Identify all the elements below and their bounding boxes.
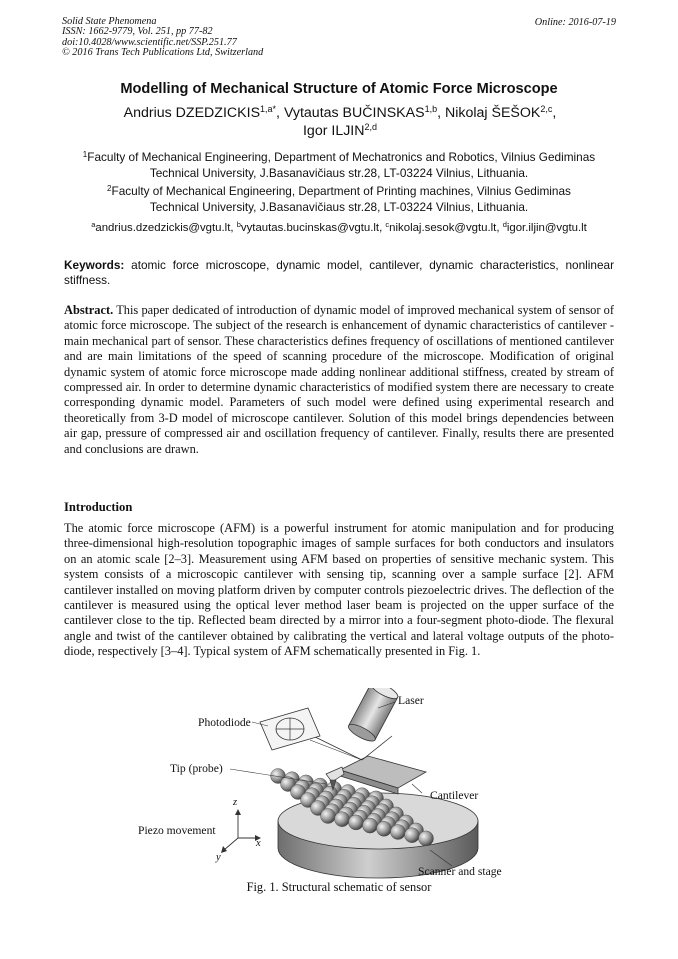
sample-atom [321, 809, 336, 824]
author-affil-marker: 2,d [364, 122, 378, 132]
email-marker: c [385, 220, 390, 229]
sample-atom [419, 831, 434, 846]
figure-label-laser: Laser [398, 694, 424, 707]
figure-label-cantilever: Cantilever [430, 789, 479, 802]
photodiode-shape [260, 708, 320, 750]
abstract [64, 303, 614, 457]
email-marker: b [236, 220, 241, 229]
sample-atom [349, 815, 364, 830]
affil-marker: 2 [107, 184, 112, 193]
affiliation-1 [62, 150, 616, 181]
figure-label-tip: Tip (probe) [170, 762, 223, 775]
journal-header [62, 17, 263, 59]
keywords-text: atomic force microscope, dynamic model, cantilever, dynamic characteristics, nonlinear stiffness. [64, 258, 614, 287]
sample-atom [391, 825, 406, 840]
section-heading-introduction: Introduction [64, 500, 133, 514]
cantilever-leader [412, 784, 422, 793]
author-affil-marker: 1,a* [260, 104, 277, 114]
sample-atom [335, 812, 350, 827]
affil-line: Faculty of Mechanical Engineering, Department of Mechatronics and Robotics, Vilnius Gediminas [87, 150, 596, 164]
abstract-label: Abstract. [64, 303, 114, 317]
journal-issn: ISSN: 1662-9779, Vol. 251, pp 77-82 [62, 26, 213, 38]
author-name: Igor ILJIN [302, 123, 365, 139]
sample-atom [377, 821, 392, 836]
afm-schematic-drawing [130, 688, 550, 888]
email-link[interactable]: igor.iljin@vgtu.lt [506, 222, 587, 234]
author-name: Nikolaj ŠEŠOK [444, 105, 541, 121]
keywords-label: Keywords: [64, 258, 125, 272]
affil-line: Technical University, J.Basanavičiaus str.28, LT-03224 Vilnius, Lithuania. [149, 199, 529, 214]
journal-doi: doi:10.4028/www.scientific.net/SSP.251.77 [62, 36, 237, 48]
email-link[interactable]: nikolaj.sesok@vgtu.lt, [389, 222, 500, 234]
online-date: Online: 2016-07-19 [534, 17, 616, 28]
affil-marker: 1 [82, 150, 88, 159]
email-link[interactable]: vytautas.bucinskas@vgtu.lt, [240, 222, 383, 234]
sample-atom [363, 818, 378, 833]
author-affil-marker: 1,b [424, 104, 438, 114]
email-link[interactable]: andrius.dzedzickis@vgtu.lt, [95, 222, 234, 234]
email-marker: d [502, 220, 507, 229]
journal-name: Solid State Phenomena [62, 16, 157, 27]
paper-title: Modelling of Mechanical Structure of Atomic Force Microscope [120, 81, 558, 97]
figure-afm-schematic [130, 688, 550, 888]
laser-source [346, 688, 400, 744]
figure-label-scanner: Scanner and stage [418, 865, 502, 878]
affiliation-2 [62, 184, 616, 215]
axis-label-z: z [233, 797, 238, 808]
affil-line: Technical University, J.Basanavičiaus str.28, LT-03224 Vilnius, Lithuania. [149, 165, 529, 180]
affil-line: Faculty of Mechanical Engineering, Department of Printing machines, Vilnius Gediminas [111, 184, 571, 198]
author-emails [0, 222, 678, 234]
introduction-paragraph: The atomic force microscope (AFM) is a powerful instrument for atomic manipulation and for producing three-dimensional high-resolution topographic images of sample surfaces for both conductors and insulators on an atomic scale [2–3]. Measurement using AFM based on properties of sensitive mechanic system. This system consists of a microscopic cantilever with sensing tip, scanning over a sample surface [2]. AFM cantilever installed on moving platform driven by computer controls piezoelectric drives. The deflection of the cantilever is measured using the optical lever method laser beam is projected on the upper surface of the cantilever close to the tip. Reflected beam directed by a mirror into a four-segment photo-diode. The flexural angle and twist of the cantilever obtained by calibrating the vertical and lateral voltage outputs of the photo-diode, respectively [3–4]. Typical system of AFM schematically presented in Fig. 1. [64, 521, 614, 659]
author-list: Andrius $DZEDZICKIS^{1,a*}$, Vytautas BUČINSKAS$^{1,b}$, Nikolaj ŠEŠOK$^{2,c}$, Igor ILJIN$^{2,d}$ [123, 104, 557, 139]
figure-label-piezo: Piezo movement [138, 824, 216, 837]
figure-caption: Fig. 1. Structural schematic of sensor [246, 880, 432, 894]
axis-triad [221, 809, 261, 853]
abstract-text: This paper dedicated of introduction of dynamic model of improved mechanical system of sensor of atomic force microscope. The subject of the research is enhancement of dynamic characteristics of cantilever - main mechanical part of sensor. These characteristics defines frequency of oscillations of mentioned cantilever and are main limitations of the speed of scanning procedure of the microscope. Modification of original dynamic system of atomic force microscope made adding nonlinear additional stiffness, created by stream of compressed air. In order to determine dynamic characteristics of modified system there are necessary to create corresponding dynamic model. Parameters of such model were defined using experimental research and theoretically from 3-D model of microscope cantilever. Solution of this model brings dependencies between air gap, pressure of compressed air and oscillation frequency of cantilever. Finally, results there are presented and conclusions are drawn. [64, 303, 615, 456]
author-name: Andrius DZEDZICKIS [123, 105, 261, 121]
axis-label-x: x [256, 838, 261, 849]
keywords [64, 258, 614, 288]
figure-label-photodiode: Photodiode [198, 716, 251, 729]
laser-beam-reflected-2 [310, 740, 362, 760]
sample-atom [405, 828, 420, 843]
author-affil-marker: 2,c [540, 104, 553, 114]
axis-label-y: y [216, 852, 221, 863]
journal-copyright: © 2016 Trans Tech Publications Ltd, Switzerland [62, 47, 264, 59]
email-marker: a [91, 220, 96, 229]
author-name: Vytautas BUČINSKAS [283, 105, 425, 121]
